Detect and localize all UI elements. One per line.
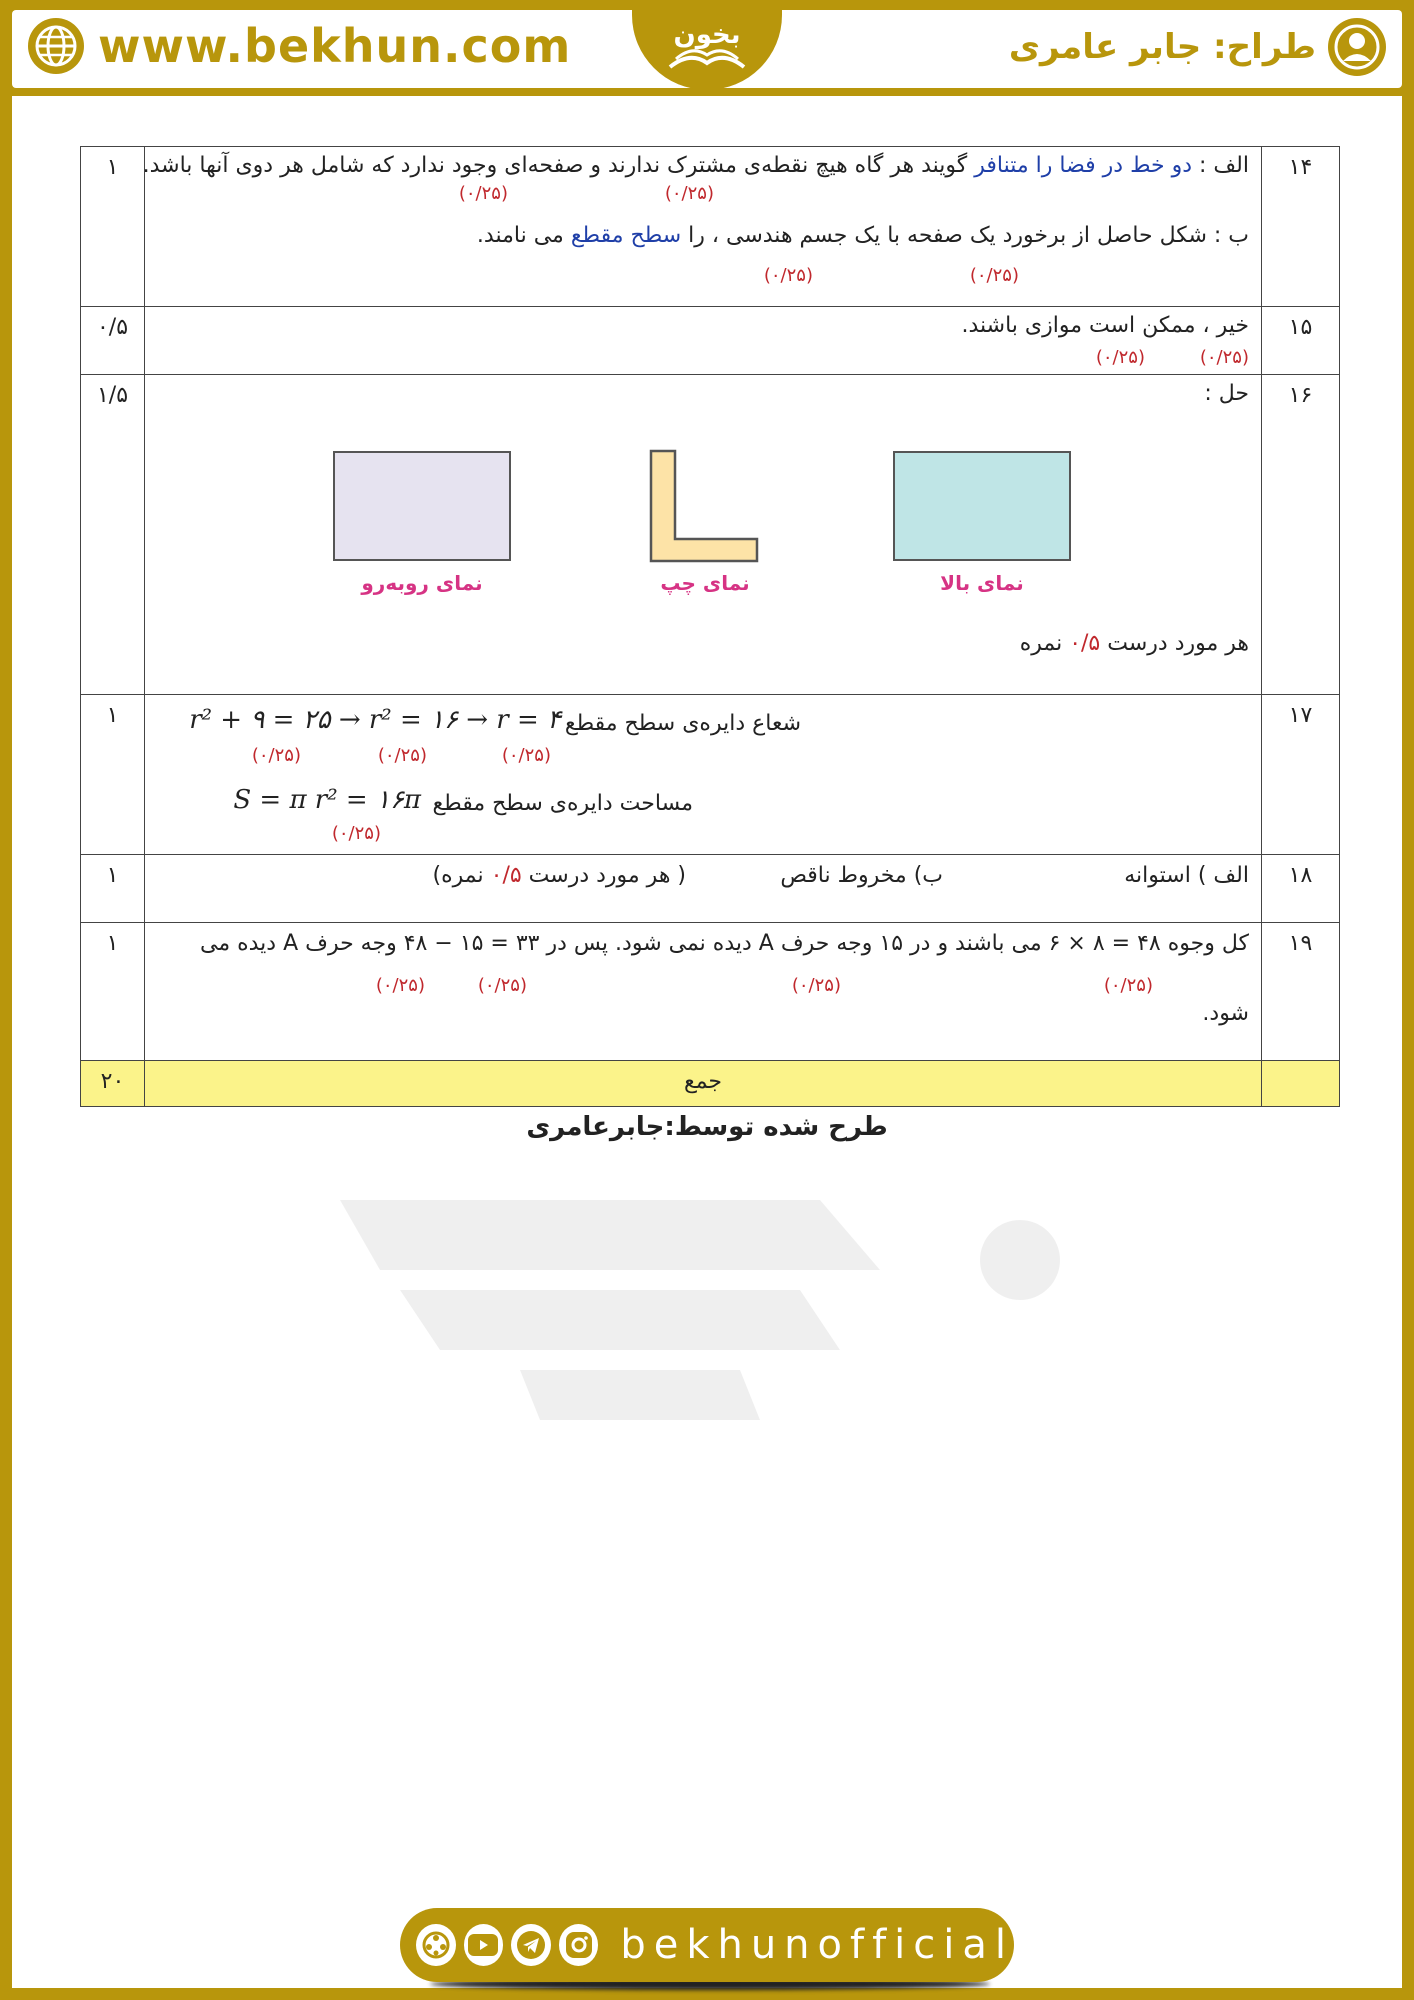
- score-mark: (۰/۲۵): [791, 975, 841, 996]
- score-mark: (۰/۲۵): [458, 183, 508, 204]
- total-num-cell: [1262, 1061, 1340, 1107]
- question-number: ۱۷: [1262, 695, 1340, 855]
- answer-line-b: ب : شکل حاصل از برخورد یک صفحه با یک جسم هندسی ، را سطح مقطع می نامند.: [476, 223, 1249, 248]
- score-mark: (۰/۲۵): [251, 745, 301, 766]
- score-mark: (۰/۲۵): [664, 183, 714, 204]
- score-value: ۱: [81, 695, 145, 855]
- score-mark: (۰/۲۵): [1095, 347, 1145, 368]
- score-value: ۱: [81, 147, 145, 307]
- question-number: ۱۶: [1262, 375, 1340, 695]
- answer-intro: حل :: [1204, 381, 1249, 406]
- answer-cell: [145, 923, 1262, 1061]
- left-view-shape: [649, 449, 761, 563]
- score-mark: (۰/۲۵): [1199, 347, 1249, 368]
- area-equation: S = π r² = ۱۶π: [233, 785, 421, 815]
- answer-part-b: ب) مخروط ناقص: [780, 863, 943, 888]
- table-row: [81, 855, 1340, 923]
- social-bar[interactable]: [400, 1908, 1014, 1982]
- telegram-icon[interactable]: [511, 1924, 551, 1966]
- author-name: طراح: جابر عامری: [1008, 27, 1316, 67]
- instagram-icon[interactable]: [559, 1924, 599, 1966]
- score-value: ۱: [81, 855, 145, 923]
- front-view-label: نمای روبه‌رو: [361, 571, 483, 595]
- answer-cell: [145, 695, 1262, 855]
- score-note: ( هر مورد درست ۰/۵ نمره): [432, 863, 686, 888]
- radius-label: شعاع دایره‌ی سطح مقطع: [564, 711, 801, 736]
- score-mark: (۰/۲۵): [331, 823, 381, 844]
- answer-cell: [145, 375, 1262, 695]
- answer-text: خیر ، ممکن است موازی باشند.: [961, 313, 1249, 338]
- score-value: ۱: [81, 923, 145, 1061]
- radius-equation: r² + ۹ = ۲۵ → r² = ۱۶ → r = ۴: [189, 705, 561, 735]
- score-mark: (۰/۲۵): [763, 265, 813, 286]
- score-mark: (۰/۲۵): [377, 745, 427, 766]
- question-number: ۱۴: [1262, 147, 1340, 307]
- answer-part-a: الف ) استوانه: [1124, 863, 1249, 888]
- score-mark: (۰/۲۵): [501, 745, 551, 766]
- total-label: جمع: [145, 1061, 1262, 1107]
- watermark-logo-icon: [320, 1180, 1120, 1444]
- table-row: [81, 147, 1340, 307]
- score-mark: (۰/۲۵): [969, 265, 1019, 286]
- social-handle: bekhunofficial: [620, 1922, 1015, 1968]
- score-value: ۱/۵: [81, 375, 145, 695]
- table-row: [81, 923, 1340, 1061]
- answer-cell: [145, 855, 1262, 923]
- total-score: ۲۰: [81, 1061, 145, 1107]
- top-view-label: نمای بالا: [940, 571, 1024, 595]
- top-view-shape: [893, 451, 1071, 561]
- table-row: [81, 695, 1340, 855]
- svg-text:بخون: بخون: [673, 20, 741, 50]
- score-mark: (۰/۲۵): [1103, 975, 1153, 996]
- answer-cell: [142, 147, 1262, 307]
- answer-line-a: الف : دو خط در فضا را متنافر گویند هر گاه هیچ نقطه‌ی مشترک ندارند و صفحه‌ای وجود ندارد که شامل هر دوی آنها باشد.: [142, 153, 1249, 178]
- score-mark: (۰/۲۵): [375, 975, 425, 996]
- left-view-label: نمای چپ: [660, 571, 750, 595]
- answer-text-cont: شود.: [1202, 1001, 1249, 1026]
- youtube-icon[interactable]: [464, 1924, 504, 1966]
- aparat-icon[interactable]: [416, 1924, 456, 1966]
- table-row: [81, 307, 1340, 375]
- table-row: [81, 375, 1340, 695]
- score-note: هر مورد درست ۰/۵ نمره: [1019, 631, 1249, 656]
- question-number: ۱۹: [1262, 923, 1340, 1061]
- score-mark: (۰/۲۵): [477, 975, 527, 996]
- front-view-shape: [333, 451, 511, 561]
- question-number: ۱۵: [1262, 307, 1340, 375]
- answer-text: کل وجوه ۴۸ = ۸ × ۶ می باشند و در ۱۵ وجه حرف A دیده نمی شود. پس در ۳۳ = ۱۵ − ۴۸ وجه حرف A دیده می: [199, 931, 1249, 956]
- designer-credit: طرح شده توسط:جابرعامری: [526, 1112, 888, 1142]
- answer-cell: [145, 307, 1262, 375]
- site-url: www.bekhun.com: [98, 19, 572, 73]
- answer-table: [80, 146, 1340, 1107]
- score-value: ۰/۵: [81, 307, 145, 375]
- question-number: ۱۸: [1262, 855, 1340, 923]
- total-row: [81, 1061, 1340, 1107]
- area-label: مساحت دایره‌ی سطح مقطع: [432, 791, 693, 816]
